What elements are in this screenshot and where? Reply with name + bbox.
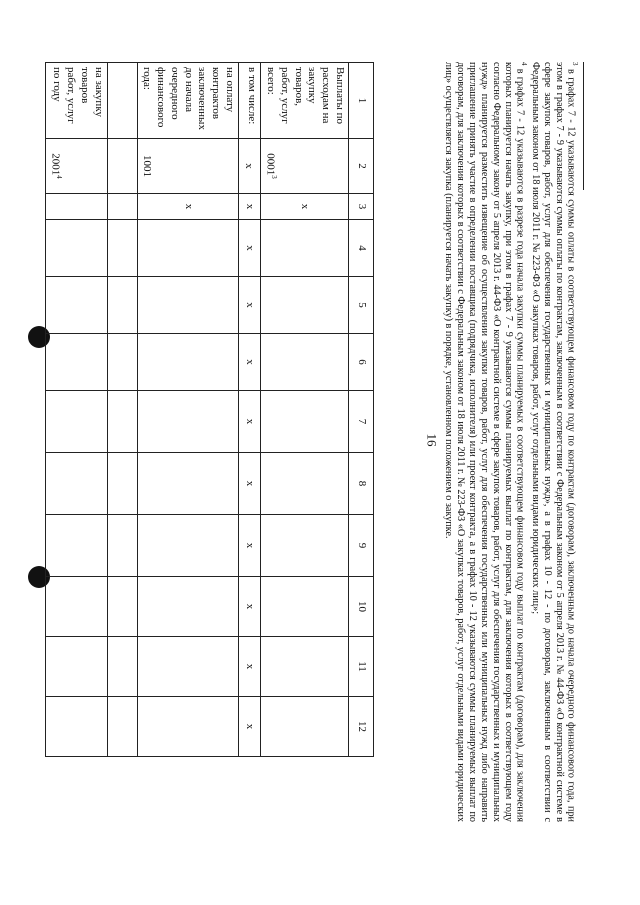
- row-code: [45, 139, 107, 194]
- data-cell: [261, 334, 349, 391]
- data-cell: [107, 515, 137, 577]
- data-cell: х: [239, 577, 261, 637]
- data-cell: х: [137, 194, 238, 220]
- header-cell: 7: [349, 391, 374, 453]
- footnote-mark: 3: [571, 62, 579, 66]
- data-cell: [137, 637, 238, 697]
- expenditure-table: [45, 62, 374, 757]
- data-cell: [137, 697, 238, 757]
- header-cell: 10: [349, 577, 374, 637]
- data-cell: [137, 277, 238, 334]
- footnote: [528, 62, 579, 822]
- data-cell: х: [239, 334, 261, 391]
- row-code-value: 0001: [264, 153, 277, 176]
- row-code: [137, 139, 238, 194]
- data-cell: [45, 453, 107, 515]
- data-cell: [45, 277, 107, 334]
- footnote-rule: [583, 62, 584, 190]
- data-cell: [137, 453, 238, 515]
- footnotes: [442, 62, 584, 822]
- footnote-text: в графах 7 - 12 указываются в разрезе года начала закупки суммы планируемых в соответствующем финансовом году выплат по контрактам (договорам), для заключения которых планируется начать закупку, при этом в графах 7 - 9 указываются суммы планируемых выплат по контрактам, для заключения которых в соответствующем году согласно Федеральному закону от 5 апреля 2013 г. 44-ФЗ «О контрактной системе в сфере закупок товаров, работ, услуг для обеспечения государственных и муниципальных нужд» планируется разместить извещение об осуществлении закупки товаров, работ, услуг для обеспечения государственных или муниципальных нужд либо направить приглашение принять участие в определении поставщика (подрядчика, исполнителя) или проект контракта, а в графах 10 - 12 указываются суммы планируемых выплат по договорам, для заключения которых в соответствии с Федеральным законом от 18 июля 2011 г. № 223-ФЗ «О закупках товаров, работ, услуг отдельными видами юридических лиц» осуществляется закупка (планируется начать закупку) в порядке, установленном положением о закупке.: [442, 62, 527, 822]
- header-cell: 8: [349, 453, 374, 515]
- data-cell: [45, 334, 107, 391]
- data-cell: [107, 637, 137, 697]
- data-cell: х: [239, 391, 261, 453]
- data-cell: [45, 220, 107, 277]
- header-cell: 2: [349, 139, 374, 194]
- data-cell: [137, 220, 238, 277]
- data-cell: [261, 577, 349, 637]
- table-row: [45, 63, 107, 757]
- data-cell: х: [239, 194, 261, 220]
- header-cell: 4: [349, 220, 374, 277]
- table-row: [137, 63, 238, 757]
- data-cell: [107, 194, 137, 220]
- data-cell: [45, 391, 107, 453]
- data-cell: [137, 515, 238, 577]
- data-cell: х: [239, 637, 261, 697]
- table-header-row: [349, 63, 374, 757]
- data-cell: [261, 637, 349, 697]
- data-cell: [45, 637, 107, 697]
- footnote: [442, 62, 529, 822]
- data-cell: х: [239, 277, 261, 334]
- data-cell: [261, 220, 349, 277]
- row-code-value: 2001: [49, 153, 62, 176]
- row-label: на закупку товаров работ, услуг по году: [45, 63, 107, 139]
- row-label: в том числе:: [239, 63, 261, 139]
- row-code: [261, 139, 349, 194]
- table-row: [239, 63, 261, 757]
- data-cell: х: [261, 194, 349, 220]
- data-cell: [107, 697, 137, 757]
- header-cell: 12: [349, 697, 374, 757]
- page-number: 16: [424, 433, 440, 447]
- header-cell: 9: [349, 515, 374, 577]
- data-cell: [261, 697, 349, 757]
- data-cell: х: [239, 453, 261, 515]
- row-label: [107, 63, 137, 139]
- row-label: на оплату контрактов заключенных до начала очередного финансового года:: [137, 63, 238, 139]
- header-cell: 3: [349, 194, 374, 220]
- header-cell: 6: [349, 334, 374, 391]
- data-cell: [261, 391, 349, 453]
- data-cell: [107, 220, 137, 277]
- row-code-footnote-mark: 4: [55, 175, 64, 179]
- data-cell: [107, 334, 137, 391]
- header-cell: 1: [349, 63, 374, 139]
- data-cell: [45, 194, 107, 220]
- data-cell: [45, 697, 107, 757]
- data-cell: [137, 334, 238, 391]
- row-code-value: 1001: [141, 155, 154, 177]
- data-cell: [261, 515, 349, 577]
- data-cell: [107, 453, 137, 515]
- data-cell: [261, 453, 349, 515]
- data-cell: [137, 577, 238, 637]
- data-cell: [137, 391, 238, 453]
- footnote-text: в графах 7 - 12 указываются суммы оплаты в соответствующем финансовом году по контрактам (договорам), заключенным до начала очередного финансового года, при этом в графах 7 - 9 указываются суммы оплаты по контрактам, заключенным в соответствии с Федеральным законом от 5 апреля 2013 г. № 44-ФЗ «О контрактной системе в сфере закупок товаров, работ, услуг для обеспечения государственных и муниципальных нужд», а в графах 10 - 12 - по договорам, заключенным в соответствии с Федеральным законом от 18 июля 2011 г. № 223-ФЗ «О закупках товаров, работ, услуг отдельными видами юридических лиц»;: [529, 62, 577, 822]
- row-code: [239, 139, 261, 194]
- data-cell: [107, 577, 137, 637]
- data-cell: [107, 277, 137, 334]
- row-code: [107, 139, 137, 194]
- table-row: [107, 63, 137, 757]
- table-row: [261, 63, 349, 757]
- row-label: Выплаты по расходам на закупку товаров, работ, услуг всего:: [261, 63, 349, 139]
- header-cell: 5: [349, 277, 374, 334]
- row-code-footnote-mark: 3: [270, 175, 279, 179]
- row-code-value: х: [242, 163, 255, 169]
- data-cell: х: [239, 220, 261, 277]
- header-cell: 11: [349, 637, 374, 697]
- data-cell: [45, 515, 107, 577]
- data-cell: [45, 577, 107, 637]
- data-cell: х: [239, 515, 261, 577]
- data-cell: [107, 391, 137, 453]
- data-cell: [261, 277, 349, 334]
- footnote-mark: 4: [520, 62, 529, 66]
- data-cell: х: [239, 697, 261, 757]
